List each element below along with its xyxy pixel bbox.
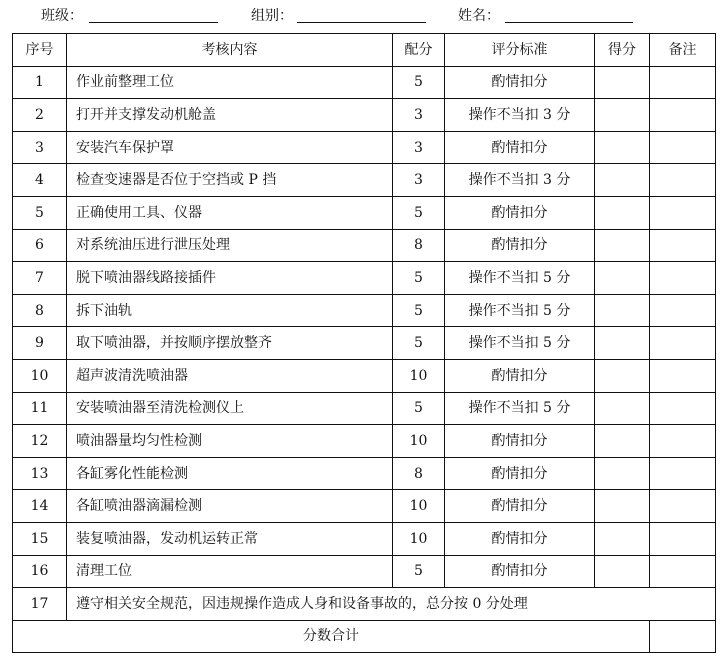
item-no: 5	[13, 196, 67, 229]
item-content: 检查变速器是否位于空挡或 P 挡	[67, 164, 393, 197]
item-score: 5	[393, 555, 445, 588]
table-row	[13, 164, 716, 197]
item-content: 拆下油轨	[67, 294, 393, 327]
item-remark-cell[interactable]	[650, 66, 716, 99]
item-standard: 酌情扣分	[445, 555, 595, 588]
item-got-score-cell[interactable]	[595, 457, 650, 490]
item-standard: 操作不当扣 3 分	[445, 164, 595, 197]
item-score: 10	[393, 425, 445, 458]
total-score-cell[interactable]	[650, 620, 716, 653]
item-remark-cell[interactable]	[650, 131, 716, 164]
item-standard: 酌情扣分	[445, 490, 595, 523]
item-standard: 操作不当扣 5 分	[445, 262, 595, 295]
table-row	[13, 99, 716, 132]
item-got-score-cell[interactable]	[595, 555, 650, 588]
item-content: 各缸雾化性能检测	[67, 457, 393, 490]
item-no: 8	[13, 294, 67, 327]
safety-row	[13, 588, 716, 621]
table-row	[13, 522, 716, 555]
table-row	[13, 131, 716, 164]
item-got-score-cell[interactable]	[595, 196, 650, 229]
item-remark-cell[interactable]	[650, 555, 716, 588]
column-header-remark: 备注	[650, 34, 716, 67]
item-no: 12	[13, 425, 67, 458]
item-got-score-cell[interactable]	[595, 229, 650, 262]
item-got-score-cell[interactable]	[595, 327, 650, 360]
item-standard: 操作不当扣 5 分	[445, 327, 595, 360]
item-no: 1	[13, 66, 67, 99]
item-standard: 酌情扣分	[445, 522, 595, 555]
item-content: 各缸喷油器滴漏检测	[67, 490, 393, 523]
table-row	[13, 262, 716, 295]
item-content: 正确使用工具、仪器	[67, 196, 393, 229]
item-standard: 操作不当扣 5 分	[445, 294, 595, 327]
item-content: 装复喷油器，发动机运转正常	[67, 522, 393, 555]
item-remark-cell[interactable]	[650, 229, 716, 262]
table-row	[13, 425, 716, 458]
table-row	[13, 392, 716, 425]
item-score: 5	[393, 294, 445, 327]
item-remark-cell[interactable]	[650, 359, 716, 392]
item-remark-cell[interactable]	[650, 522, 716, 555]
item-got-score-cell[interactable]	[595, 359, 650, 392]
item-content: 清理工位	[67, 555, 393, 588]
column-header-content: 考核内容	[67, 34, 393, 67]
table-row	[13, 555, 716, 588]
item-score: 5	[393, 262, 445, 295]
item-remark-cell[interactable]	[650, 392, 716, 425]
total-row	[13, 620, 716, 653]
table-body	[13, 66, 716, 588]
item-score: 8	[393, 229, 445, 262]
item-content: 安装喷油器至清洗检测仪上	[67, 392, 393, 425]
column-header-got-score: 得分	[595, 34, 650, 67]
item-score: 3	[393, 164, 445, 197]
item-score: 3	[393, 131, 445, 164]
item-remark-cell[interactable]	[650, 457, 716, 490]
item-content: 超声波清洗喷油器	[67, 359, 393, 392]
item-no: 2	[13, 99, 67, 132]
item-no: 6	[13, 229, 67, 262]
item-score: 3	[393, 99, 445, 132]
name-label: 姓名：	[458, 8, 500, 24]
item-remark-cell[interactable]	[650, 262, 716, 295]
item-remark-cell[interactable]	[650, 425, 716, 458]
item-remark-cell[interactable]	[650, 294, 716, 327]
item-got-score-cell[interactable]	[595, 490, 650, 523]
safety-row-no: 17	[13, 588, 67, 621]
item-got-score-cell[interactable]	[595, 392, 650, 425]
item-remark-cell[interactable]	[650, 99, 716, 132]
table-row	[13, 66, 716, 99]
item-remark-cell[interactable]	[650, 164, 716, 197]
item-score: 10	[393, 522, 445, 555]
item-no: 10	[13, 359, 67, 392]
item-standard: 酌情扣分	[445, 425, 595, 458]
safety-row-content: 遵守相关安全规范，因违规操作造成人身和设备事故的，总分按 0 分处理	[67, 588, 716, 621]
item-standard: 酌情扣分	[445, 131, 595, 164]
item-standard: 酌情扣分	[445, 196, 595, 229]
item-got-score-cell[interactable]	[595, 99, 650, 132]
item-standard: 酌情扣分	[445, 359, 595, 392]
item-got-score-cell[interactable]	[595, 66, 650, 99]
item-no: 16	[13, 555, 67, 588]
item-standard: 操作不当扣 5 分	[445, 392, 595, 425]
item-no: 14	[13, 490, 67, 523]
item-got-score-cell[interactable]	[595, 164, 650, 197]
item-remark-cell[interactable]	[650, 327, 716, 360]
item-standard: 酌情扣分	[445, 229, 595, 262]
column-header-score: 配分	[393, 34, 445, 67]
item-got-score-cell[interactable]	[595, 131, 650, 164]
item-standard: 操作不当扣 3 分	[445, 99, 595, 132]
item-no: 3	[13, 131, 67, 164]
item-content: 打开并支撑发动机舱盖	[67, 99, 393, 132]
item-no: 4	[13, 164, 67, 197]
assessment-table	[12, 33, 716, 653]
item-score: 5	[393, 66, 445, 99]
table-row	[13, 327, 716, 360]
item-content: 作业前整理工位	[67, 66, 393, 99]
total-label: 分数合计	[13, 620, 650, 653]
column-header-standard: 评分标准	[445, 34, 595, 67]
item-no: 15	[13, 522, 67, 555]
group-label: 组别：	[251, 8, 293, 24]
item-score: 10	[393, 490, 445, 523]
item-content: 安装汽车保护罩	[67, 131, 393, 164]
item-content: 对系统油压进行泄压处理	[67, 229, 393, 262]
item-score: 5	[393, 327, 445, 360]
table-row	[13, 229, 716, 262]
item-content: 脱下喷油器线路接插件	[67, 262, 393, 295]
form-header	[0, 0, 726, 32]
item-content: 取下喷油器，并按顺序摆放整齐	[67, 327, 393, 360]
item-got-score-cell[interactable]	[595, 425, 650, 458]
item-remark-cell[interactable]	[650, 196, 716, 229]
item-no: 13	[13, 457, 67, 490]
item-got-score-cell[interactable]	[595, 262, 650, 295]
item-score: 10	[393, 359, 445, 392]
item-score: 5	[393, 196, 445, 229]
group-blank-field[interactable]	[297, 22, 426, 23]
name-blank-field[interactable]	[505, 22, 633, 23]
item-got-score-cell[interactable]	[595, 522, 650, 555]
column-header-no: 序号	[13, 34, 67, 67]
table-row	[13, 457, 716, 490]
item-standard: 酌情扣分	[445, 66, 595, 99]
table-row	[13, 490, 716, 523]
table-row	[13, 359, 716, 392]
item-content: 喷油器量均匀性检测	[67, 425, 393, 458]
table-header-row	[13, 34, 716, 67]
class-label: 班级：	[41, 8, 83, 24]
item-score: 8	[393, 457, 445, 490]
table-row	[13, 294, 716, 327]
item-got-score-cell[interactable]	[595, 294, 650, 327]
item-no: 11	[13, 392, 67, 425]
item-no: 7	[13, 262, 67, 295]
table-row	[13, 196, 716, 229]
item-remark-cell[interactable]	[650, 490, 716, 523]
item-score: 5	[393, 392, 445, 425]
item-no: 9	[13, 327, 67, 360]
item-standard: 酌情扣分	[445, 457, 595, 490]
class-blank-field[interactable]	[89, 22, 218, 23]
